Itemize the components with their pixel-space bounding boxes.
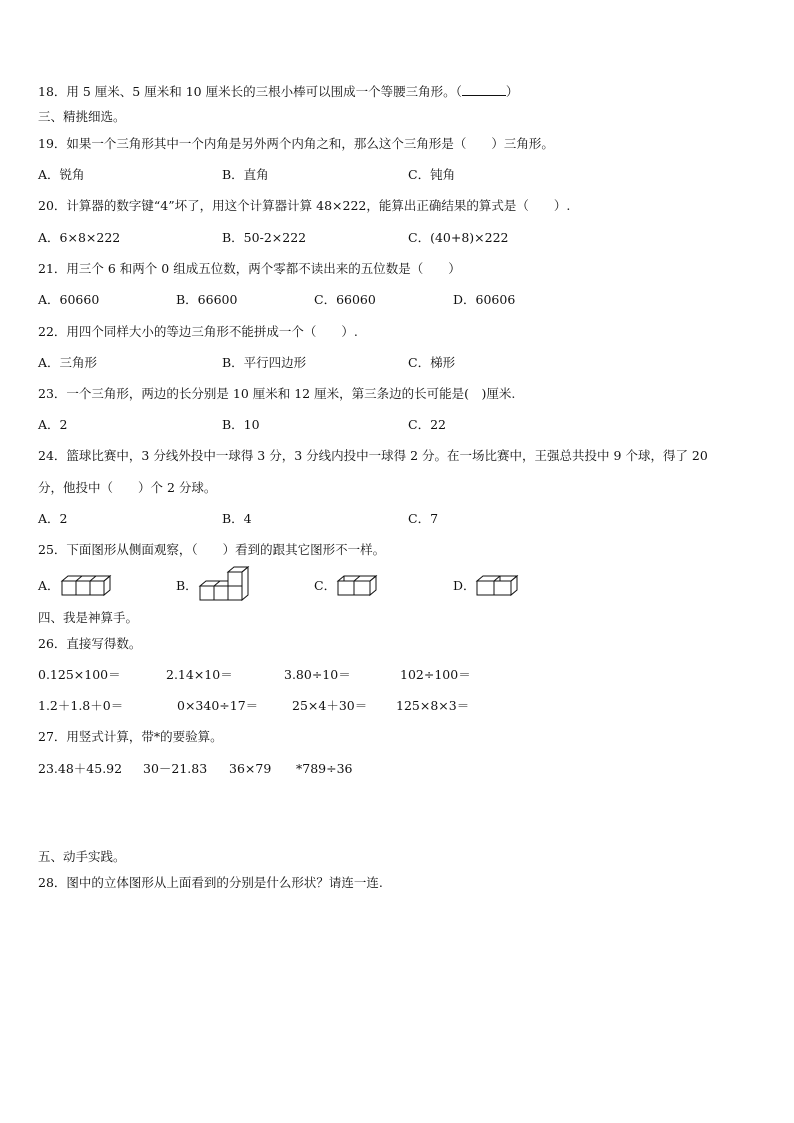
q21-option-a[interactable]: A．60660	[38, 292, 100, 307]
q18-answer-blank[interactable]	[462, 84, 506, 96]
q19-option-a[interactable]: A．锐角	[38, 167, 85, 182]
q25-figure-a-cubes[interactable]	[60, 573, 112, 597]
q22-option-c[interactable]: C．梯形	[408, 355, 456, 370]
q25-option-b[interactable]: B．	[176, 578, 198, 593]
q27-item2: 30－21.83	[143, 761, 208, 776]
q25-option-d[interactable]: D．	[453, 578, 476, 593]
q27-stem: 27．用竖式计算，带*的要验算。	[38, 729, 223, 744]
q26-row1-item3: 3.80÷10＝	[284, 667, 351, 682]
q19-stem: 19．如果一个三角形其中一个内角是另外两个内角之和，那么这个三角形是（ ）三角形。	[38, 136, 554, 151]
q22-option-a[interactable]: A．三角形	[38, 355, 98, 370]
q22-option-b[interactable]: B．平行四边形	[222, 355, 307, 370]
q27-item4: *789÷36	[296, 761, 353, 776]
q24-stem-line2: 分，他投中（ ）个 2 分球。	[38, 480, 217, 495]
q23-option-c[interactable]: C．22	[408, 417, 446, 432]
q23-option-a[interactable]: A．2	[38, 417, 68, 432]
q25-figure-b-cubes[interactable]	[198, 566, 250, 602]
q27-item3: 36×79	[229, 761, 272, 776]
q21-stem: 21．用三个 6 和两个 0 组成五位数，两个零都不读出来的五位数是（ ）	[38, 261, 461, 276]
q25-figure-c-cubes[interactable]	[336, 573, 378, 597]
q26-row1-item2: 2.14×10＝	[166, 667, 233, 682]
q20-option-c[interactable]: C．(40+8)×222	[408, 230, 509, 245]
q26-row2-item4: 125×8×3＝	[396, 698, 470, 713]
q24-option-c[interactable]: C．7	[408, 511, 439, 526]
q22-stem: 22．用四个同样大小的等边三角形不能拼成一个（ ）.	[38, 324, 358, 339]
q25-figure-d-cubes[interactable]	[475, 573, 519, 597]
section-3-heading: 三、精挑细选。	[38, 109, 126, 124]
q24-stem-line1: 24．篮球比赛中，3 分线外投中一球得 3 分，3 分线内投中一球得 2 分。在一场比赛中，王强总共投中 9 个球，得了 20	[38, 448, 708, 463]
q21-option-c[interactable]: C．66060	[314, 292, 376, 307]
q19-option-c[interactable]: C．钝角	[408, 167, 456, 182]
q21-option-d[interactable]: D．60606	[453, 292, 516, 307]
q25-option-a[interactable]: A．	[38, 578, 60, 593]
q26-row2-item3: 25×4＋30＝	[292, 698, 368, 713]
q19-option-b[interactable]: B．直角	[222, 167, 269, 182]
q27-item1: 23.48＋45.92	[38, 761, 123, 776]
q26-row1-item1: 0.125×100＝	[38, 667, 121, 682]
q26-row2-item2: 0×340÷17＝	[177, 698, 259, 713]
q20-stem: 20．计算器的数字键“4”坏了，用这个计算器计算 48×222，能算出正确结果的算式是（ ）.	[38, 198, 571, 213]
q25-stem: 25．下面图形从侧面观察，（ ）看到的跟其它图形不一样。	[38, 542, 386, 557]
q20-option-b[interactable]: B．50-2×222	[222, 230, 307, 245]
q18-close: ）	[505, 84, 519, 99]
q23-option-b[interactable]: B．10	[222, 417, 260, 432]
q24-option-b[interactable]: B．4	[222, 511, 252, 526]
q26-stem: 26．直接写得数。	[38, 636, 142, 651]
section-5-heading: 五、动手实践。	[38, 849, 126, 864]
q23-stem: 23．一个三角形，两边的长分别是 10 厘米和 12 厘米，第三条边的长可能是( )厘米.	[38, 386, 516, 401]
q26-row1-item4: 102÷100＝	[400, 667, 471, 682]
q26-row2-item1: 1.2＋1.8＋0＝	[38, 698, 124, 713]
q18-line	[38, 84, 518, 100]
q28-stem: 28．图中的立体图形从上面看到的分别是什么形状？请连一连.	[38, 875, 383, 890]
section-4-heading: 四、我是神算手。	[38, 610, 139, 625]
q20-option-a[interactable]: A．6×8×222	[38, 230, 121, 245]
q25-option-c[interactable]: C．	[314, 578, 337, 593]
q24-option-a[interactable]: A．2	[38, 511, 68, 526]
q18-text: 18．用 5 厘米、5 厘米和 10 厘米长的三根小棒可以围成一个等腰三角形。（	[38, 84, 462, 99]
q21-option-b[interactable]: B．66600	[176, 292, 238, 307]
